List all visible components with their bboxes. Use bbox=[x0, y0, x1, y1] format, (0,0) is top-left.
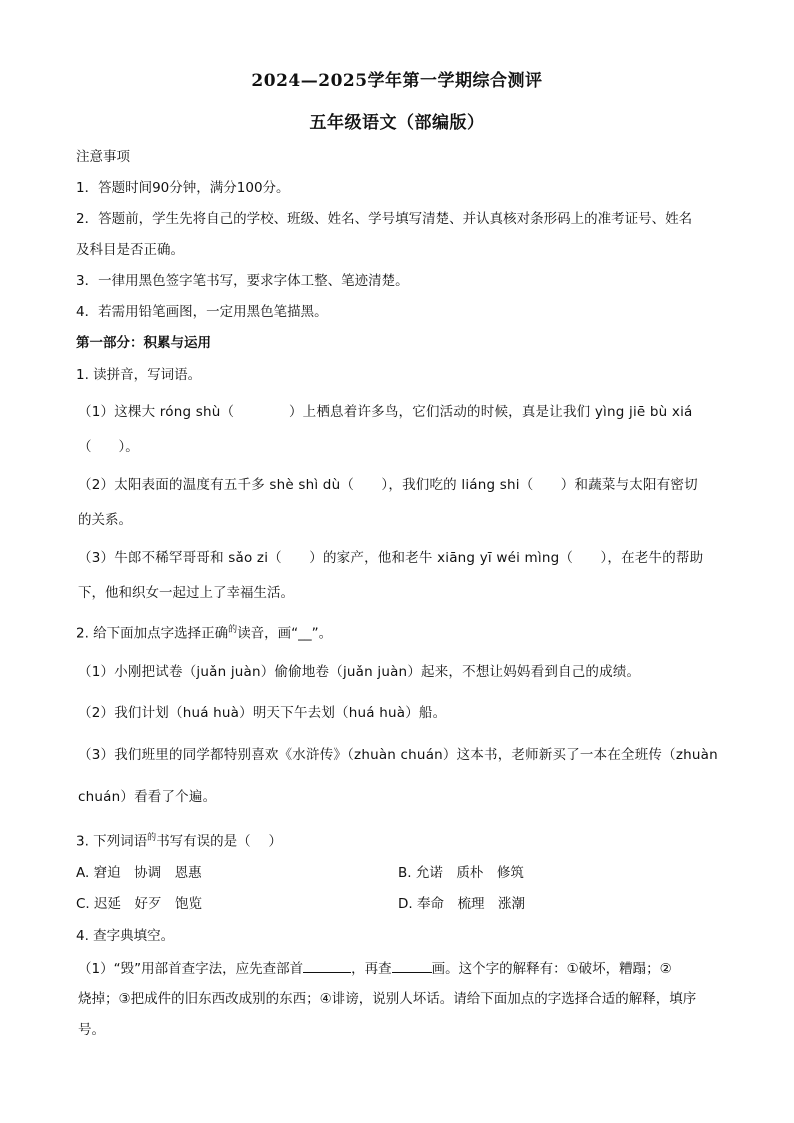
exam-title: 2024—2025学年第一学期综合测评 bbox=[251, 71, 543, 91]
answer-blank-radical[interactable] bbox=[303, 958, 351, 973]
note-item-3: 3．一律用黑色签字笔书写，要求字体工整、笔迹清楚。 bbox=[76, 273, 409, 289]
note-item-4: 4．若需用铅笔画图，一定用黑色笔描黑。 bbox=[76, 304, 328, 320]
q1-line-5: （3）牛郎不稀罕哥哥和 sǎo zi（ ）的家产，他和老牛 xiāng yī wéi mìng（ ），在老牛的帮助 bbox=[78, 550, 704, 566]
q3-option-b: B. 允诺 质朴 修筑 bbox=[398, 865, 524, 881]
q2-stem-a: 2. 给下面加点字选择正确 bbox=[76, 625, 229, 642]
q1-line-3: （2）太阳表面的温度有五千多 shè shì dù（ ），我们吃的 liáng shi（ ）和蔬菜与太阳有密切 bbox=[78, 477, 698, 493]
q2-line-3: （3）我们班里的同学都特别喜欢《水浒传》（zhuàn chuán）这本书，老师新买了一本在全班传（zhuàn bbox=[78, 747, 718, 763]
q2-line-4: chuán）看看了个遍。 bbox=[78, 789, 217, 805]
q4-line-1-c: 画。这个字的解释有：①破坏，糟蹋；② bbox=[431, 961, 672, 977]
q2-line-1: （1）小刚把试卷（juǎn juàn）偷偷地卷（juǎn juàn）起来，不想让妈妈看到自己的成绩。 bbox=[78, 664, 641, 680]
part1-heading: 第一部分：积累与运用 bbox=[76, 335, 211, 351]
q1-line-2: （ ）。 bbox=[78, 439, 139, 455]
q4-line-2: 烧掉；③把成件的旧东西改成别的东西；④诽谤，说别人坏话。请给下面加点的字选择合适的解释，填序 bbox=[78, 991, 697, 1007]
q2-line-2: （2）我们计划（huá huà）明天下午去划（huá huà）船。 bbox=[78, 705, 447, 721]
q3-stem-b: 书写有误的是（ ） bbox=[156, 833, 282, 850]
q4-line-1-b: ，再查 bbox=[351, 961, 392, 977]
answer-blank-strokes[interactable] bbox=[392, 958, 432, 973]
notes-heading: 注意事项 bbox=[76, 149, 130, 165]
q1-line-6: 下，他和织女一起过上了幸福生活。 bbox=[78, 585, 294, 601]
note-item-2-cont: 及科目是否正确。 bbox=[76, 242, 184, 258]
q1-line-1: （1）这棵大 róng shù（ ）上栖息着许多鸟，它们活动的时候，真是让我们 yìng jiē bù xiá bbox=[78, 404, 693, 420]
exam-subtitle: 五年级语文（部编版） bbox=[309, 113, 485, 133]
note-item-1: 1．答题时间90分钟，满分100分。 bbox=[76, 180, 290, 196]
q2-stem-sup: 的 bbox=[228, 625, 238, 635]
q3-stem-sup: 的 bbox=[147, 833, 157, 843]
q1-stem: 1. 读拼音，写词语。 bbox=[76, 367, 202, 383]
q4-line-1-a: （1）“毁”用部首查字法，应先查部首 bbox=[78, 961, 304, 977]
q3-option-c: C. 迟延 好歹 饱览 bbox=[76, 896, 203, 912]
q3-stem bbox=[76, 828, 282, 852]
q1-line-4: 的关系。 bbox=[78, 512, 132, 528]
q4-line-3: 号。 bbox=[78, 1022, 105, 1038]
q2-stem-b: 读音，画“__”。 bbox=[237, 625, 333, 642]
q2-stem bbox=[76, 620, 332, 644]
q3-option-d: D. 奉命 梳理 涨潮 bbox=[398, 896, 525, 912]
note-item-2: 2．答题前，学生先将自己的学校、班级、姓名、学号填写清楚、并认真核对条形码上的准考证号、姓名 bbox=[76, 211, 693, 227]
q3-option-a: A. 窘迫 协调 恩惠 bbox=[76, 865, 202, 881]
q4-stem: 4. 查字典填空。 bbox=[76, 928, 175, 944]
q3-stem-a: 3. 下列词语 bbox=[76, 833, 148, 850]
q4-line-1 bbox=[78, 958, 672, 979]
